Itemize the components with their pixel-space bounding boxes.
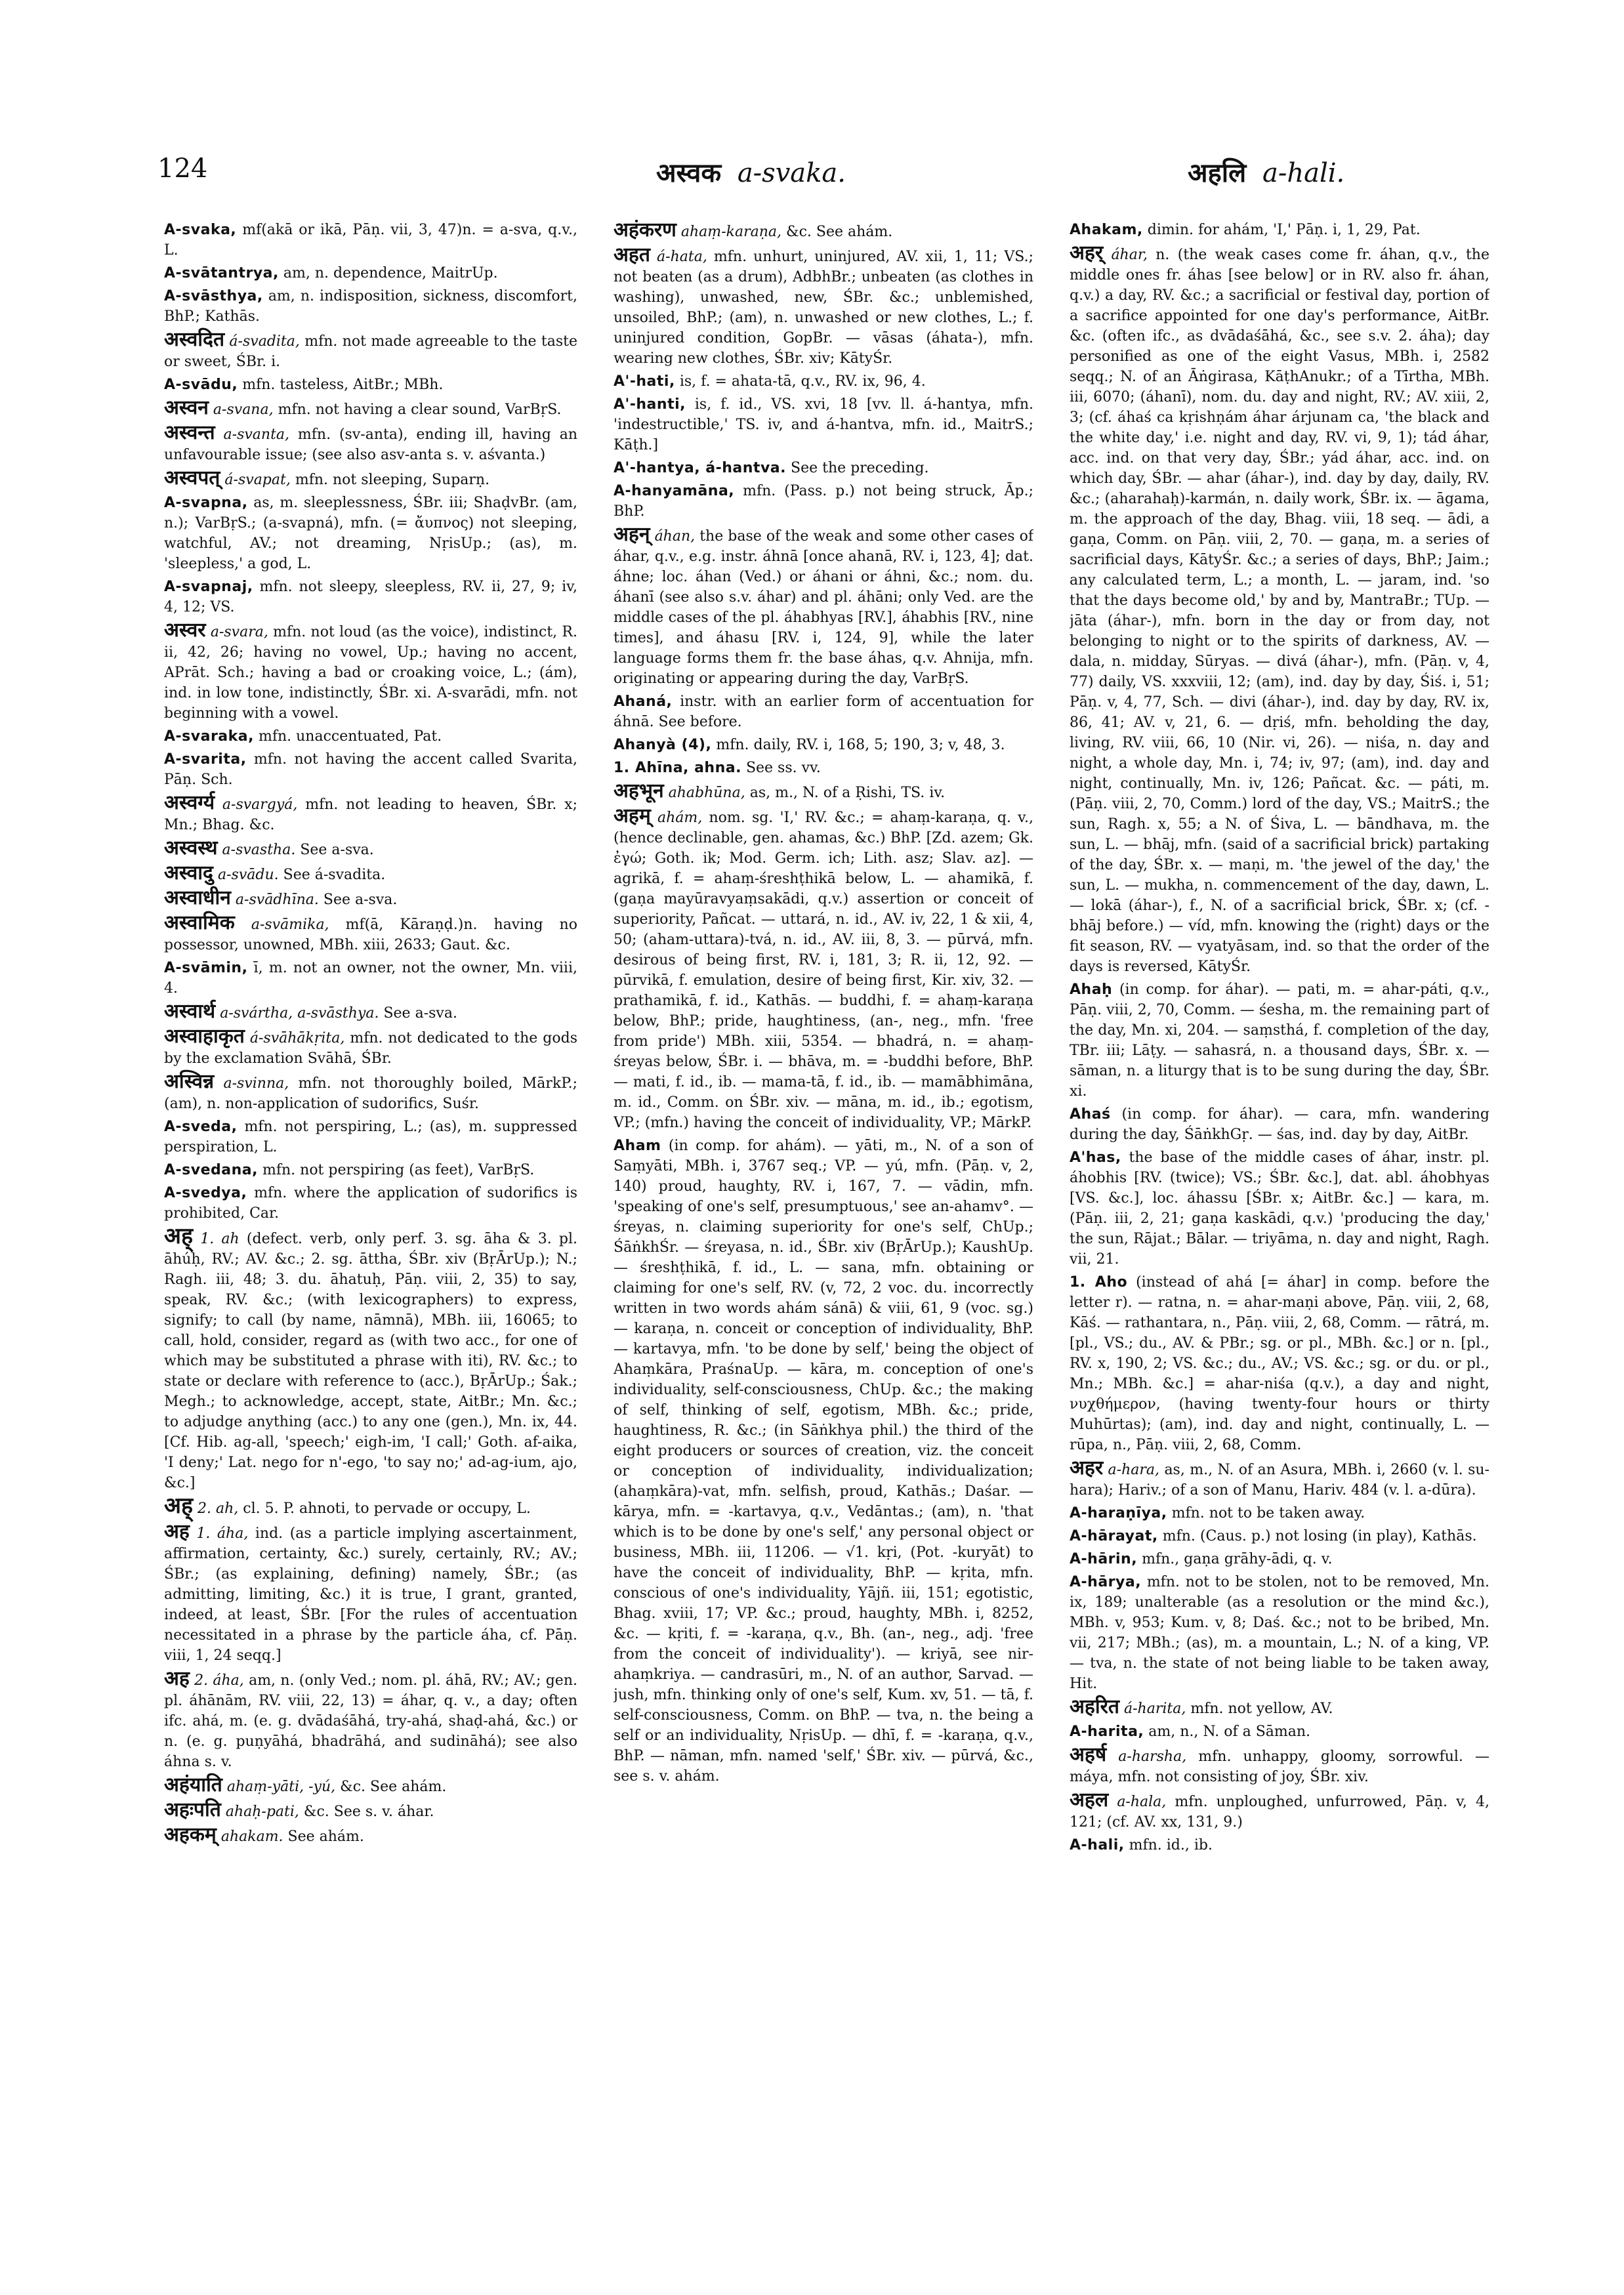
headword: A'-hanti, <box>614 396 686 413</box>
dictionary-entry <box>164 1160 577 1180</box>
headword-transliteration: a-svinna, <box>223 1075 289 1092</box>
entry-definition: as, m. sleeplessness, ŚBr. iii; ShaḍvBr. (am, n.); VarBṛS.; (a-svapná), mfn. (= ἄυπνος) not sleeping, watchful, AV.; not dreaming, NṛisUp.; (as), m. 'sleepless,' a god, L. <box>164 495 577 572</box>
headword-devanagari: अस्वर्ग्य <box>164 791 215 814</box>
headword-devanagari: अह् <box>164 1493 194 1519</box>
dictionary-entry <box>164 1026 577 1069</box>
entry-definition: is, f. id., VS. xvi, 18 [vv. ll. á-hantya, mfn. 'indestructible,' TS. iv, and á-hantva, mfn. id., MaitrS.; Kāṭh.] <box>614 396 1033 453</box>
headword-transliteration: 2. áha, <box>194 1672 244 1689</box>
headword-devanagari: अहभून <box>614 779 664 802</box>
dictionary-entry <box>164 220 577 260</box>
entry-definition: mfn. unploughed, unfurrowed, Pāṇ. v, 4, 121; (cf. AV. xx, 131, 9.) <box>1070 1794 1489 1830</box>
dictionary-entry <box>1070 1722 1489 1742</box>
dictionary-entry <box>614 481 1033 522</box>
headword-transliteration: a-svargyá, <box>222 796 298 813</box>
headword-devanagari: अस्वपत् <box>164 466 220 489</box>
headword-devanagari: अह <box>164 1520 190 1543</box>
entry-definition: mfn., gaṇa grāhy-ādi, q. v. <box>1142 1551 1333 1567</box>
headword: Ahaś <box>1070 1106 1111 1123</box>
entry-definition: cl. 5. P. ahnoti, to pervade or occupy, L. <box>243 1500 531 1517</box>
headword: A-hārayat, <box>1070 1528 1158 1544</box>
dictionary-entry <box>614 735 1033 755</box>
headword-transliteration: ahaṃ-karaṇa, <box>680 224 782 240</box>
dictionary-entry <box>164 493 577 574</box>
dictionary-entry <box>164 329 577 372</box>
headword-devanagari: अस्वस्थ <box>164 837 218 859</box>
dictionary-entry <box>164 958 577 999</box>
dictionary-entry <box>164 263 577 283</box>
headword: A-svaka, <box>164 222 237 238</box>
headword: A'has, <box>1070 1149 1121 1166</box>
headword-devanagari: अस्वर <box>164 619 206 642</box>
headword: A-hārya, <box>1070 1574 1142 1590</box>
left-guide-devanagari: अस्वक <box>656 158 722 188</box>
entry-definition: See the preceding. <box>791 460 929 476</box>
headword-transliteration: a-harsha, <box>1118 1748 1187 1765</box>
entry-definition: mfn. unhappy, gloomy, sorrowful. — máya, mfn. not consisting of joy, ŚBr. xiv. <box>1070 1748 1489 1785</box>
headword: Ahaná, <box>614 693 673 710</box>
headword: A-hārin, <box>1070 1551 1138 1567</box>
headword: 1. Ahīna, ahna. <box>614 760 741 776</box>
headword-transliteration: a-svāmika, <box>251 917 329 933</box>
headword-devanagari: अहंयाति <box>164 1773 222 1796</box>
entry-definition: mf(akā or ikā, Pāṇ. vii, 3, 47)n. = a-sva, q.v., L. <box>164 222 577 258</box>
headword-devanagari: अह् <box>164 1223 194 1249</box>
headword-devanagari: अह <box>164 1667 190 1690</box>
dictionary-entry <box>164 749 577 790</box>
entry-definition: mfn. unhurt, uninjured, AV. xii, 1, 11; VS.; not beaten (as a drum), AdbhBr.; unbeaten (as clothes in washing), unwashed, new, ŚBr. &c.; unblemished, unsoiled, BhP.; (am), n. unwashed or new clothes, L.; f. uninjured condition, GopBr. — vāsas (áhata-), mfn. wearing new clothes, ŚBr. xiv; KātyŚr. <box>614 249 1033 367</box>
headword-transliteration: a-svara, <box>210 624 268 640</box>
dictionary-entry <box>1070 980 1489 1102</box>
headword-transliteration: ahám, <box>657 810 703 826</box>
page-number: 124 <box>157 154 208 184</box>
headword-transliteration: áhan, <box>654 528 696 545</box>
dictionary-entry <box>1070 1458 1489 1500</box>
headword-transliteration: á-svadita, <box>229 333 300 350</box>
entry-definition: is, f. = ahata-tā, q.v., RV. ix, 96, 4. <box>679 373 926 390</box>
dictionary-entry <box>164 1117 577 1157</box>
dictionary-entry <box>164 1521 577 1666</box>
dictionary-entry <box>614 220 1033 242</box>
headword: A'-hati, <box>614 373 675 390</box>
entry-definition: the base of the middle cases of áhar, instr. pl. áhobhis [RV. (twice); VS.; ŚBr. &c.], dat. abl. áhobhyas [VS. &c.], loc. áhassu [ŚBr. x; AitBr. &c.] — kara, m. (Pāṇ. iii, 2, 21; gaṇa kaskādi, q.v.) 'producing the day,' the sun, Rājat.; Bālar. — triyāma, n. day and night, Ragh. vii, 21. <box>1070 1149 1489 1268</box>
headword-transliteration: 1. áha, <box>196 1525 249 1542</box>
headword-transliteration: á-svāhākṛita, <box>249 1030 345 1046</box>
headword-devanagari: अस्वन्त <box>164 421 215 444</box>
entry-definition: n. (the weak cases come fr. áhan, q.v., the middle ones fr. áhas [see below] or in RV. also fr. áhan, q.v.) a day, RV. &c.; a sacrificial or festival day, portion of a sacrifice appointed for one day's performance, AitBr. &c. (often ifc., as dvādaśāhá, &c., see s.v. 2. áha); day personified as one of the eight Vasus, MBh. i, 2582 seqq.; N. of an Āṅgirasa, KāṭhAnukr.; of a Tīrtha, MBh. iii, 6070; (áhanī), nom. du. day and night, RV.; AV. xiii, 2, 3; (cf. áhaś ca kṛishṇám áhar árjunam ca, 'the black and the white day,' i.e. night and day, RV. vi, 9, 1); tád áhar, acc. ind. on that very day, ŚBr.; yád áhar, acc. ind. on which day, ŚBr. — ahar (áhar-), ind. day by day, daily, RV. &c.; (aharahaḥ)-karmán, n. daily work, ŚBr. ix. — āgama, m. the approach of the day, Bhag. viii, 18 seq. — ādi, a gaṇa, Comm. on Pāṇ. viii, 2, 70. — gaṇa, m. a series of sacrificial days, KātyŚr. &c.; a series of days, BhP.; Jaim.; any calculated term, L.; a month, L. — jaram, ind. 'so that the days become old,' by and by, MantraBr.; TUp. — jāta (áhar-), mfn. born in the day or from day, not belonging to night or to the spirits of darkness, AV. — dala, n. midday, Sūryas. — divá (áhar-), mfn. (Pāṇ. v, 4, 77) daily, VS. xxxviii, 12; (am), ind. day by day, Śiś. i, 51; Pāṇ. v, 4, 77, Sch. — divi (áhar-), ind. day by day, RV. ix, 86, 41; AV. v, 21, 6. — dṛiś, mfn. beholding the day, living, RV. viii, 66, 10 (Nir. vi, 26). — niśa, n. day and night, a whole day, Mn. i, 74; iv, 97; (am), ind. day and night, continually, Mn. iv, 126; Pañcat. &c. — páti, m. (Pāṇ. viii, 2, 70, Comm.) lord of the day, VS.; MaitrS.; the sun, Ragh. x, 55; a N. of Śiva, L. — bāndhava, m. the sun, L. — bhāj, mfn. (said of a sacrificial brick) partaking of the day, ŚBr. x. — maṇi, m. 'the jewel of the day,' the sun, L. — mukha, n. commencement of the day, dawn, L. — lokā (áhar-), f., N. of a sacrificial brick, ŚBr. x; (cf. -bhāj before.) — víd, mfn. knowing the (right) days or the fit season, RV. — vyatyāsam, ind. so that the order of the days is reversed, KātyŚr. <box>1070 247 1489 975</box>
entry-definition: mfn. not leading to heaven, ŚBr. x; Mn.; Bhag. &c. <box>164 796 577 833</box>
headword-transliteration: a-svanta, <box>223 426 290 443</box>
headword: A-svapnaj, <box>164 579 253 595</box>
headword-transliteration: a-svādu. <box>217 867 279 883</box>
headword-devanagari: अहर <box>1070 1457 1104 1479</box>
headword: A'-hantya, á-hantva. <box>614 460 786 476</box>
headword: A-svāsthya, <box>164 288 263 304</box>
left-guide-word <box>656 154 846 190</box>
entry-definition: mfn. not made agreeable to the taste or sweet, ŚBr. i. <box>164 333 577 370</box>
headword-transliteration: a-hala, <box>1117 1794 1167 1810</box>
entry-definition: am, n. dependence, MaitrUp. <box>283 265 498 281</box>
dictionary-entry <box>614 245 1033 369</box>
entry-definition: mfn. not perspiring, L.; (as), m. suppressed perspiration, L. <box>164 1119 577 1155</box>
dictionary-entry <box>164 1183 577 1224</box>
entry-definition: See ss. vv. <box>745 760 821 776</box>
headword-transliteration: ahakam. <box>220 1829 283 1845</box>
headword: Aham <box>614 1138 661 1154</box>
page-header <box>157 146 1483 192</box>
headword-devanagari: अहरित <box>1070 1695 1119 1718</box>
dictionary-entry <box>164 838 577 860</box>
dictionary-entry <box>1070 1697 1489 1719</box>
entry-definition: mf(ā, Kāraṇḍ.)n. having no possessor, unowned, MBh. xiii, 2633; Gaut. &c. <box>164 917 577 953</box>
headword-transliteration: á-svapat, <box>224 472 291 488</box>
entry-definition: instr. with an earlier form of accentuation for áhnā. See before. <box>614 693 1033 730</box>
entry-definition: mfn. not yellow, AV. <box>1190 1701 1333 1717</box>
entry-definition: am, n. indisposition, sickness, discomfort, BhP.; Kathās. <box>164 288 577 325</box>
headword-transliteration: ahabhūna, <box>668 785 745 801</box>
entry-definition: am, n., N. of a Sāman. <box>1148 1724 1311 1740</box>
dictionary-entry <box>614 394 1033 455</box>
dictionary-entry <box>164 1825 577 1847</box>
entry-definition: mfn. not thoroughly boiled, MārkP.; (am), n. non-application of sudorifics, Suśr. <box>164 1075 577 1112</box>
dictionary-entry <box>164 793 577 835</box>
entry-definition: See a-sva. <box>383 1005 457 1022</box>
entry-definition: the base of the weak and some other cases of áhar, q.v., e.g. instr. áhnā [once ahanā, RV. i, 123, 4]; dat. áhne; loc. áhan (Ved.) or áhani or áhni, &c.; nom. du. áhanī (see also s.v. áhar) and pl. áhāni; only Ved. are the middle cases of the pl. áhabhyas [RV.], áhabhis [RV., nine times], and áhasu [RV. i, 124, 9], while the later language forms them fr. the base áhas, q.v. Ahnija, mfn. originating or appearing during the day, VarBṛS. <box>614 528 1033 687</box>
headword-devanagari: अस्वाहाकृत <box>164 1025 245 1048</box>
entry-definition: See ahám. <box>287 1829 364 1845</box>
column-2 <box>614 220 1033 2254</box>
dictionary-entry <box>614 692 1033 732</box>
entry-definition: (in comp. for áhar). — cara, mfn. wandering during the day, ŚāṅkhGṛ. — śas, ind. day by day, AitBr. <box>1070 1106 1489 1143</box>
dictionary-entry <box>614 371 1033 392</box>
left-guide-transliteration: a-svaka. <box>737 158 846 188</box>
entry-definition: mfn. id., ib. <box>1129 1837 1213 1853</box>
headword: A-svedana, <box>164 1162 258 1178</box>
headword-devanagari: अहल <box>1070 1788 1109 1811</box>
entry-definition: nom. sg. 'I,' RV. &c.; = ahaṃ-karaṇa, q. v., (hence declinable, gen. ahamas, &c.) BhP. [Zd. azem; Gk. ἐγώ; Goth. ik; Mod. Germ. ich; Lith. asz; Slav. az]. — agrikā, f. = ahaṃ-śreshṭhikā below, L. — ahamikā, f. (gaṇa mayūravyaṃsakādi, q.v.) assertion or conceit of superiority, Pañcat. — uttará, n. id., AV. iv, 22, 1 & xii, 4, 50; (aham-uttara)-tvá, n. id., AV. iii, 8, 3. — pūrvá, mfn. desirous of being first, RV. i, 181, 3; R. ii, 12, 92. — pūrvikā, f. emulation, desire of being first, Kir. xiv, 32. — prathamikā, f. id., Kathās. — buddhi, f. = ahaṃ-karaṇa below, BhP.; pride, haughtiness, (an-, neg., mfn. 'free from pride') MBh. xiii, 5354. — bhadrá, n. = ahaṃ-śreyas below, ŚBr. i. — bhāva, m. = -buddhi before, BhP. — mati, f. id., ib. — mama-tā, f. id., ib. — mamābhimāna, m. id., Comm. on ŚBr. xiv. — māna, m. id., ib.; egotism, VP.; (mfn.) having the conceit of individuality, VP.; MārkP. <box>614 810 1033 1131</box>
headword-transliteration: áhar, <box>1111 247 1148 263</box>
headword-devanagari: अहर्ष <box>1070 1743 1107 1766</box>
entry-definition: mfn. daily, RV. i, 168, 5; 190, 3; v, 48, 3. <box>716 737 1005 753</box>
entry-definition: See a-sva. <box>300 842 374 858</box>
entry-definition: as, m., N. of an Asura, MBh. i, 2660 (v. l. su-hara); Hariv.; of a son of Manu, Hariv. 484 (v. l. a-dūra). <box>1070 1462 1489 1499</box>
headword-transliteration: á-harita, <box>1124 1701 1186 1717</box>
dictionary-entry <box>164 913 577 955</box>
entry-definition: mfn. (Caus. p.) not losing (in play), Kathās. <box>1162 1528 1477 1544</box>
headword-transliteration: a-svana, <box>213 402 274 418</box>
headword: A-svādu, <box>164 377 238 393</box>
dictionary-entry <box>1070 1745 1489 1787</box>
entry-definition: mfn. (Pass. p.) not being struck, Āp.; BhP. <box>614 483 1033 520</box>
dictionary-entry <box>164 726 577 747</box>
dictionary-entry <box>1070 1526 1489 1546</box>
entry-definition: mfn. not having the accent called Svarita, Pāṇ. Sch. <box>164 751 577 788</box>
dictionary-entry <box>614 806 1033 1133</box>
entry-definition: mfn. unaccentuated, Pat. <box>258 728 442 745</box>
entry-definition: am, n. (only Ved.; nom. pl. áhā, RV.; AV.; gen. pl. áhānām, RV. viii, 22, 13) = áhar, q. v., a day; often ifc. ahá, m. (e. g. dvādaśāhá, try-ahá, shaḍ-ahá, &c.) or n. (e. g. puṇyāhá, bhadrāhá, and sudināhá); see also áhna s. v. <box>164 1672 577 1770</box>
headword: A-svarita, <box>164 751 247 768</box>
entry-definition: &c. See ahám. <box>786 224 893 240</box>
headword-devanagari: अस्वादु <box>164 861 213 884</box>
entry-definition: (in comp. for áhar). — pati, m. = ahar-páti, q.v., Pāṇ. viii, 2, 70, Comm. — śesha, m. the remaining part of the day, Mn. xi, 204. — saṃsthá, f. completion of the day, TBr. iii; Lāṭy. — sahasrá, n. a thousand days, ŚBr. x. — sāman, n. a liturgy that is to be sung during the day, ŚBr. xi. <box>1070 982 1489 1100</box>
right-guide-transliteration: a-hali. <box>1262 158 1345 188</box>
headword-transliteration: á-hata, <box>657 249 707 265</box>
entry-definition: mfn. tasteless, AitBr.; MBh. <box>242 377 444 393</box>
headword: A-hali, <box>1070 1837 1125 1853</box>
entry-definition: mfn. (sv-anta), ending ill, having an unfavourable issue; (see also asv-anta s. v. aśvanta.) <box>164 426 577 463</box>
headword: A-svātantrya, <box>164 265 279 281</box>
entry-definition: (defect. verb, only perf. 3. sg. āha & 3. pl. āhúḥ, RV.; AV. &c.; 2. sg. āttha, ŚBr. xiv (BṛĀrUp.); N.; Ragh. iii, 48; 3. du. āhatuḥ, Pāṇ. viii, 2, 35) to say, speak, RV. &c.; (with lexicographers) to express, signify; to call (by name, nāmnā), MBh. iii, 16065; to call, hold, consider, regard as (with two acc., for one of which may be substituted a phrase with iti), RV. &c.; to state or declare with reference to (acc.), BṛĀrUp.; Śak.; Megh.; to acknowledge, accept, state, AitBr.; Mn. &c.; to adjudge anything (acc.) to any one (gen.), Mn. ix, 44. [Cf. Hib. ag-all, 'speech;' eigh-im, 'I call;' Goth. af-aika, 'I deny;' Lat. nego for n'-ego, 'to say no;' ad-ag-ium, ajo, &c.] <box>164 1231 577 1491</box>
entry-definition: as, m., N. of a Ṛishi, TS. iv. <box>749 785 946 801</box>
dictionary-entry <box>164 468 577 490</box>
headword-transliteration: ahaṃ-yāti, -yú, <box>226 1779 336 1795</box>
dictionary-entry <box>1070 1790 1489 1832</box>
headword-devanagari: अस्वाधीन <box>164 886 231 909</box>
dictionary-entry <box>164 1668 577 1772</box>
entry-definition: mfn. not having a clear sound, VarBṛS. <box>278 402 562 418</box>
entry-definition: mfn. not dedicated to the gods by the exclamation Svāhā, ŚBr. <box>164 1030 577 1067</box>
dictionary-entry <box>164 888 577 910</box>
dictionary-entry <box>614 458 1033 478</box>
entry-definition: mfn. not to be taken away. <box>1171 1505 1365 1521</box>
headword: 1. Aho <box>1070 1274 1128 1291</box>
dictionary-entry <box>164 863 577 885</box>
dictionary-entry <box>164 577 577 617</box>
dictionary-entry <box>614 781 1033 803</box>
entry-definition: &c. See s. v. áhar. <box>303 1804 434 1820</box>
entry-definition: mfn. not sleeping, Suparṇ. <box>295 472 490 488</box>
dictionary-entry <box>164 1493 577 1519</box>
entry-definition: See a-sva. <box>323 892 398 908</box>
dictionary-entry <box>1070 1549 1489 1569</box>
headword-devanagari: अहःपति <box>164 1798 221 1821</box>
dictionary-entry <box>164 1223 577 1493</box>
headword-devanagari: अस्वदित <box>164 328 225 351</box>
dictionary-entry <box>164 286 577 327</box>
headword-devanagari: अहम् <box>614 804 651 827</box>
dictionary-entry <box>164 1775 577 1797</box>
column-3 <box>1070 220 1489 2254</box>
dictionary-entry <box>614 524 1033 689</box>
headword-transliteration: a-svādhīna. <box>235 892 319 908</box>
headword: A-sveda, <box>164 1119 238 1135</box>
headword-transliteration: a-hara, <box>1108 1462 1160 1478</box>
headword-devanagari: अस्वार्थ <box>164 1000 216 1023</box>
headword-transliteration: 2. ah, <box>198 1500 239 1517</box>
headword-transliteration: a-svártha, a-svāsthya. <box>220 1005 379 1022</box>
entry-definition: mfn. not perspiring (as feet), VarBṛS. <box>262 1162 535 1178</box>
dictionary-entry <box>1070 1503 1489 1523</box>
headword: A-svedya, <box>164 1185 247 1201</box>
headword-transliteration: 1. ah <box>200 1231 239 1247</box>
dictionary-entry <box>164 398 577 420</box>
dictionary-entry <box>1070 1104 1489 1145</box>
headword-devanagari: अहन् <box>614 523 650 546</box>
headword: A-haraṇīya, <box>1070 1505 1167 1521</box>
entry-definition: (instead of ahá [= áhar] in comp. before the letter r). — ratna, n. = ahar-maṇi above, Pāṇ. viii, 2, 68, Kāś. — rathantara, n., Pāṇ. viii, 2, 68, Comm. — rātrá, m. [pl., VS.; du., AV. & PBr.; sg. or pl., MBh. &c.] or n. [pl., RV. x, 190, 2; VS. &c.; du., AV.; VS. &c.; sg. or du. or pl., Mn.; MBh. &c.] = ahar-niśa (q.v.), a day and night, νυχθήμερον, (having twenty-four hours or thirty Muhūrtas); (am), ind. day and night, continually, L. — rūpa, n., Pāṇ. viii, 2, 68, Comm. <box>1070 1274 1489 1453</box>
entry-definition: mfn. not to be stolen, not to be removed, Mn. ix, 189; unalterable (as a resolution or the mind &c.), MBh. v, 953; Kum. v, 8; Daś. &c.; not to be bribed, Mn. vii, 217; MBh.; (as), m. a mountain, L.; N. of a king, VP. — tva, n. the state of not being liable to be taken away, Hit. <box>1070 1574 1489 1692</box>
headword-transliteration: ahaḥ-pati, <box>225 1804 299 1820</box>
right-guide-word <box>1188 154 1344 190</box>
headword-transliteration: a-svastha. <box>222 842 296 858</box>
dictionary-entry <box>1070 1572 1489 1694</box>
headword-devanagari: अस्वामिक <box>164 911 235 934</box>
dictionary-entry <box>1070 1835 1489 1855</box>
dictionary-entry <box>614 758 1033 778</box>
headword: Ahanyà (4), <box>614 737 712 753</box>
dictionary-entry <box>164 1800 577 1822</box>
dictionary-entry <box>1070 243 1489 977</box>
headword: A-svaraka, <box>164 728 254 745</box>
entry-definition: &c. See ahám. <box>340 1779 447 1795</box>
entry-definition: (in comp. for ahám). — yāti, m., N. of a son of Saṃyāti, MBh. i, 3767 seq.; VP. — yú, mfn. (Pāṇ. v, 2, 140) proud, haughty, RV. i, 167, 7. — vādin, mfn. 'speaking of one's self, presumptuous,' see an-ahamv°. — śreyas, n. claiming superiority for one's self, ChUp.; ŚāṅkhŚr. — śreyasa, n. id., ŚBr. xiv (BṛĀrUp.); KaushUp. — śreshṭhikā, f. id., L. — sana, mfn. obtaining or claiming for one's self, RV. (v, 72, 2 voc. du. incorrectly written in two words ahám sánā) & viii, 61, 9 (voc. sg.) — karaṇa, n. conceit or conception of individuality, BhP. — kartavya, mfn. 'to be done by self,' being the object of Ahaṃkāra, PraśnaUp. — kāra, m. conception of one's individuality, self-consciousness, ChUp. &c.; the making of self, thinking of self, egotism, MBh. &c.; pride, haughtiness, R. &c.; (in Sāṅkhya phil.) the third of the eight producers or sources of creation, viz. the conceit or conception of individuality, individualization; (ahaṃkāra)-vat, mfn. selfish, proud, Kathās.; Daśar. — kārya, mfn. = -kartavya, q.v., Vedāntas.; (am), n. 'that which is to be done by one's self,' any personal object or business, MBh. iii, 11206. — √1. kṛi, (Pot. -kuryāt) to have the conceit of individuality, BhP. — kṛita, mfn. conscious of one's individuality, Yājñ. iii, 151; egotistic, Bhag. xviii, 17; VP. &c.; proud, haughty, MBh. i, 8252, &c. — kṛiti, f. = -karaṇa, q.v., Bh. (an-, neg., adj. 'free from the conceit of individuality'). — kriyā, see nir-ahaṃkriya. — candrasūri, m., N. of an author, Sarvad. — jush, mfn. thinking only of one's self, Kum. xv, 51. — tā, f. self-consciousness, Comm. on BhP. — tva, n. the being a self or an individuality, NṛisUp. — dhī, f. = -karaṇa, q.v., BhP. — nāman, mfn. named 'self,' ŚBr. xiv. — pūrvá, &c., see s. v. ahám. <box>614 1138 1033 1785</box>
dictionary-entry <box>1070 1148 1489 1270</box>
headword-devanagari: अहकम् <box>164 1823 217 1846</box>
headword-devanagari: अहंकरण <box>614 220 677 241</box>
headword: Ahakam, <box>1070 222 1143 238</box>
dictionary-entry <box>164 620 577 724</box>
headword-devanagari: अहत <box>614 243 650 266</box>
headword: Ahaḥ <box>1070 982 1113 998</box>
entry-definition: ind. (as a particle implying ascertainment, affirmation, certainty, &c.) surely, certainly, RV.; AV.; ŚBr.; (as explaining, defining) namely, ŚBr.; (as admitting, limiting, &c.) it is true, I grant, granted, indeed, at least, ŚBr. [For the rules of accentuation necessitated in a phrase by the particle áha, cf. Pāṇ. viii, 1, 24 seqq.] <box>164 1525 577 1664</box>
headword-devanagari: अस्वन <box>164 396 209 419</box>
entry-definition: mfn. not sleepy, sleepless, RV. ii, 27, 9; iv, 4, 12; VS. <box>164 579 577 615</box>
dictionary-entry <box>164 1071 577 1114</box>
dictionary-entry <box>164 423 577 465</box>
entry-definition: mfn. not loud (as the voice), indistinct, R. ii, 42, 26; having no vowel, Up.; having no accent, APrāt. Sch.; having a bad or croaking voice, L.; (ám), ind. in low tone, indistinctly, ŚBr. xi. A-svarādi, mfn. not beginning with a vowel. <box>164 624 577 722</box>
dictionary-entry <box>1070 220 1489 240</box>
headword: A-svapna, <box>164 495 248 511</box>
headword: A-svāmin, <box>164 960 248 976</box>
dictionary-entry <box>1070 1272 1489 1455</box>
headword-devanagari: अहर् <box>1070 241 1104 264</box>
column-1 <box>164 220 577 2254</box>
headword-devanagari: अस्विन्न <box>164 1070 215 1093</box>
right-guide-devanagari: अहलि <box>1188 158 1247 188</box>
dictionary-entry <box>614 1136 1033 1787</box>
dictionary-entry <box>164 375 577 395</box>
entry-definition: ī, m. not an owner, not the owner, Mn. viii, 4. <box>164 960 577 997</box>
headword: A-hanyamāna, <box>614 483 735 499</box>
entry-definition: mfn. where the application of sudorifics is prohibited, Car. <box>164 1185 577 1222</box>
headword: A-harita, <box>1070 1724 1144 1740</box>
entry-definition: dimin. for ahám, 'I,' Pāṇ. i, 1, 29, Pat. <box>1147 222 1421 238</box>
dictionary-entry <box>164 1001 577 1023</box>
entry-definition: See á-svadita. <box>283 867 386 883</box>
